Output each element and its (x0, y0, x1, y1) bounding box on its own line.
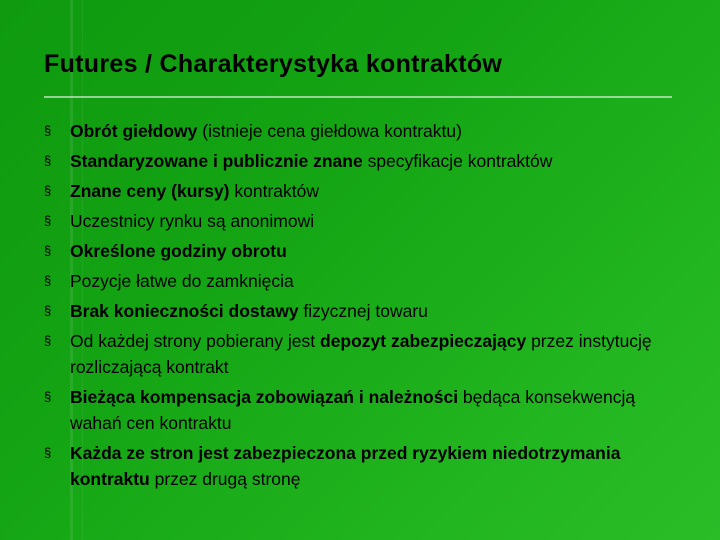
bullet-marker: § (44, 303, 52, 318)
bullet-text: fizycznej towaru (298, 301, 428, 321)
bullet-text: Pozycje łatwe do zamknięcia (70, 271, 294, 291)
bullet-text: będąca konsekwencją wahań cen kontraktu (70, 387, 636, 433)
bullet-text: kontraktów (229, 181, 319, 201)
bullet-item (44, 208, 664, 234)
bullet-marker: § (44, 123, 52, 138)
bullet-list (44, 118, 664, 496)
bullet-item (44, 440, 664, 492)
bullet-marker: § (44, 213, 52, 228)
bullet-text-bold: Brak konieczności dostawy (70, 301, 299, 321)
bullet-text: przez instytucję rozliczającą kontrakt (70, 331, 652, 377)
bullet-text-bold: Znane ceny (kursy) (70, 181, 230, 201)
bullet-text-bold: Standaryzowane i publicznie znane (70, 151, 363, 171)
bullet-item (44, 238, 664, 264)
bullet-item (44, 298, 664, 324)
bullet-text: przez drugą stronę (149, 469, 301, 489)
bullet-marker: § (44, 243, 52, 258)
bullet-item (44, 328, 664, 380)
bullet-marker: § (44, 273, 52, 288)
bullet-item (44, 268, 664, 294)
bullet-item (44, 384, 664, 436)
bullet-text-bold: Każda ze stron jest zabezpieczona przed ryzykiem niedotrzymania kontraktu (70, 443, 621, 489)
slide-title: Futures / Charakterystyka kontraktów (44, 50, 503, 78)
bullet-text: Uczestnicy rynku są anonimowi (70, 211, 315, 231)
bullet-item (44, 178, 664, 204)
bullet-item (44, 118, 664, 144)
bullet-marker: § (44, 333, 52, 348)
bullet-marker: § (44, 445, 52, 460)
title-divider (44, 96, 672, 98)
bullet-text-bold: depozyt zabezpieczający (320, 331, 527, 351)
bullet-text: specyfikacje kontraktów (362, 151, 553, 171)
bullet-text: (istnieje cena giełdowa kontraktu) (197, 121, 462, 141)
bullet-text: Od każdej strony pobierany jest (70, 331, 320, 351)
bullet-item (44, 148, 664, 174)
bullet-marker: § (44, 183, 52, 198)
bullet-marker: § (44, 389, 52, 404)
bullet-text-bold: Bieżąca kompensacja zobowiązań i należności (70, 387, 459, 407)
bullet-text-bold: Obrót giełdowy (70, 121, 198, 141)
bullet-text-bold: Określone godziny obrotu (70, 241, 287, 261)
bullet-marker: § (44, 153, 52, 168)
